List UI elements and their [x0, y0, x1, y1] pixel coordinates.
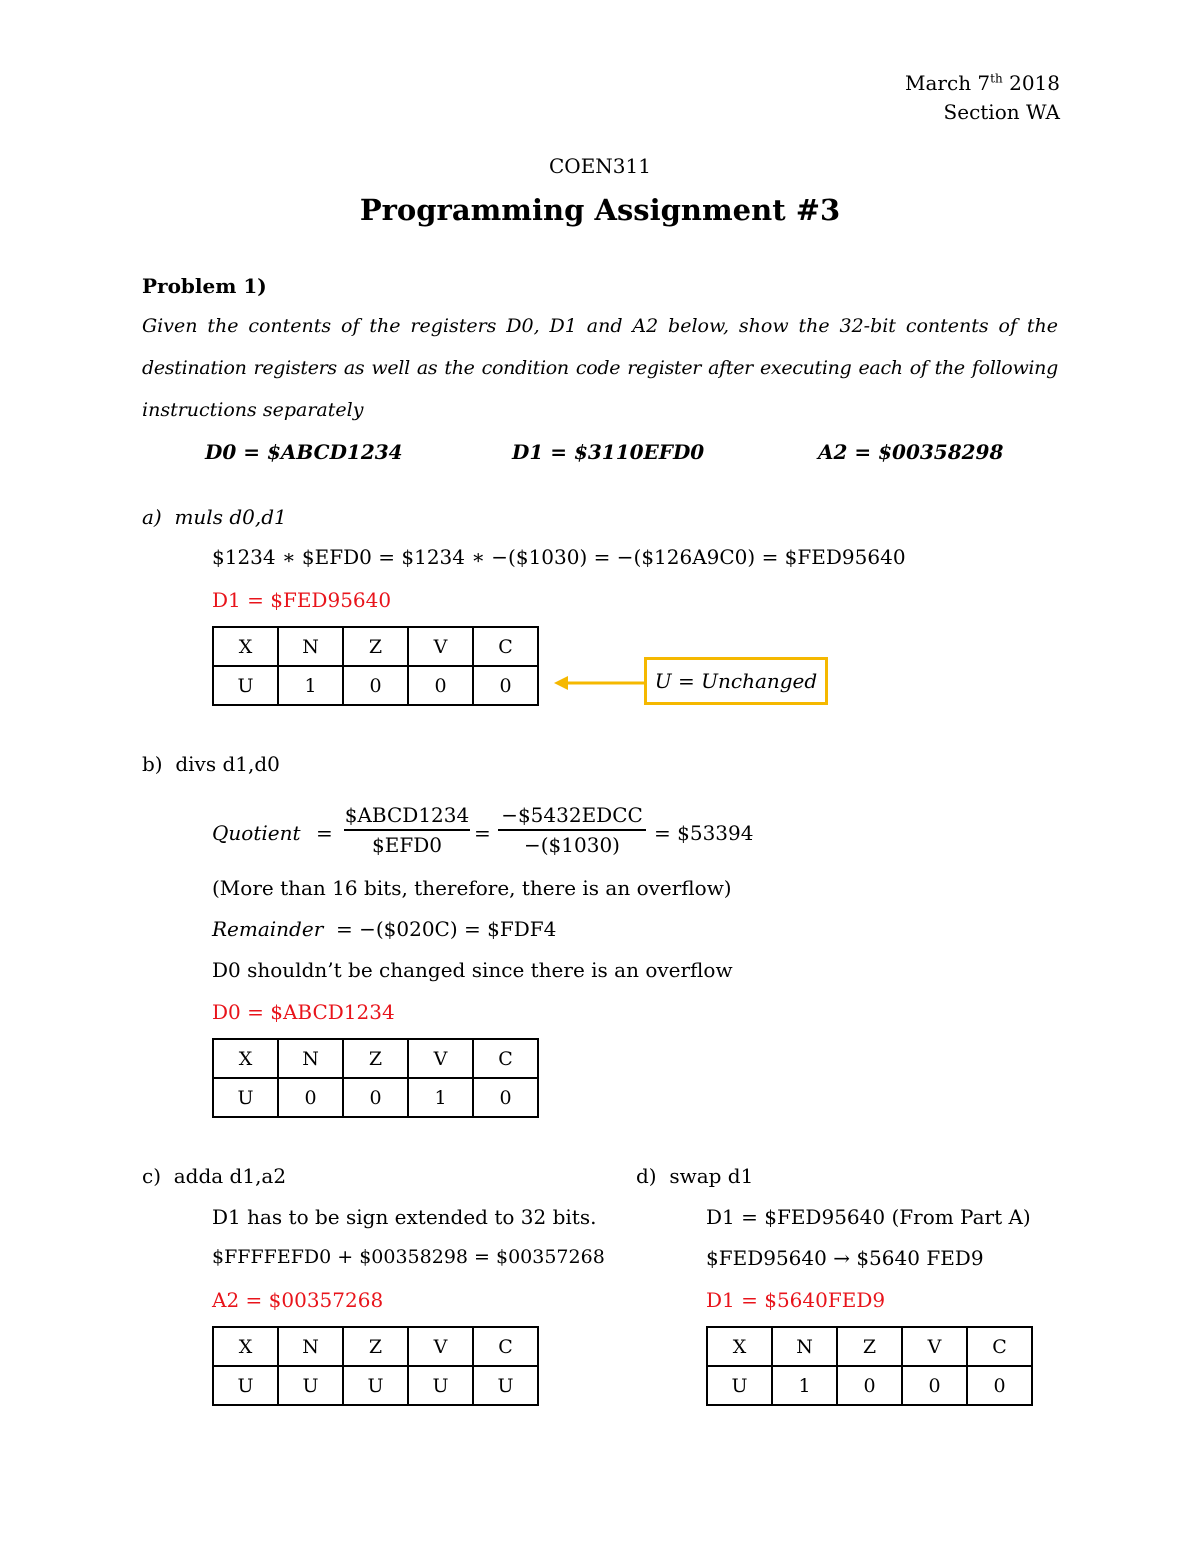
flag-header-c: C [473, 1327, 538, 1366]
flag-header-x: X [707, 1327, 772, 1366]
part-c-heading [142, 1164, 286, 1188]
part-a-result: D1 = $FED95640 [212, 588, 392, 612]
register-a2: A2 = $00358298 [818, 440, 1004, 464]
flag-value-z: 0 [837, 1366, 902, 1405]
part-b-result: D0 = $ABCD1234 [212, 1000, 395, 1024]
part-d-label: d) [636, 1164, 657, 1188]
quotient-fraction-2 [498, 803, 646, 857]
part-d-line1: D1 = $FED95640 (From Part A) [706, 1205, 1031, 1229]
remainder-equation: = −($020C) = $FDF4 [335, 917, 557, 941]
quotient-fraction-1 [344, 803, 470, 857]
flag-header-x: X [213, 627, 278, 666]
flag-value-x: U [213, 1366, 278, 1405]
overflow-note: (More than 16 bits, therefore, there is an overflow) [212, 876, 732, 900]
ccr-table-b [212, 1038, 539, 1118]
part-c-line2: $FFFFEFD0 + $00358298 = $00357268 [212, 1246, 605, 1268]
flag-header-v: V [902, 1327, 967, 1366]
flag-value-x: U [707, 1366, 772, 1405]
part-d-line2: $FED95640 → $5640 FED9 [706, 1246, 984, 1270]
part-a-heading [142, 505, 287, 529]
flag-value-z: 0 [343, 666, 408, 705]
page-title: Programming Assignment #3 [359, 193, 841, 227]
flag-header-c: C [967, 1327, 1032, 1366]
part-c-result: A2 = $00357268 [212, 1288, 384, 1312]
fraction-2-numerator: −$5432EDCC [501, 803, 643, 827]
flag-value-c: 0 [967, 1366, 1032, 1405]
flag-value-c: 0 [473, 666, 538, 705]
problem-heading: Problem 1) [142, 274, 267, 298]
flag-header-x: X [213, 1327, 278, 1366]
flag-value-z: 0 [343, 1078, 408, 1117]
quotient-label: Quotient [212, 821, 301, 845]
flag-header-n: N [278, 627, 343, 666]
flag-header-z: Z [343, 1327, 408, 1366]
flag-header-z: Z [837, 1327, 902, 1366]
ccr-table-c [212, 1326, 539, 1406]
part-a-instr: muls d0,d1 [174, 505, 287, 529]
part-c-line1: D1 has to be sign extended to 32 bits. [212, 1205, 597, 1229]
flag-value-n: 0 [278, 1078, 343, 1117]
problem-desc-line3: instructions separately [142, 399, 364, 421]
date-line [905, 71, 1060, 95]
part-b-label: b) [142, 752, 163, 776]
flag-value-v: U [408, 1366, 473, 1405]
part-b-instr: divs d1,d0 [175, 752, 280, 776]
part-d-heading [636, 1164, 753, 1188]
part-a-label: a) [142, 505, 162, 529]
date-year: 2018 [1009, 71, 1060, 95]
register-d1: D1 = $3110EFD0 [512, 440, 705, 464]
date-main: March 7 [905, 71, 991, 95]
remainder-line [212, 917, 556, 941]
flag-header-z: Z [343, 627, 408, 666]
section-label: Section WA [943, 100, 1060, 124]
flag-value-c: 0 [473, 1078, 538, 1117]
flag-value-v: 0 [902, 1366, 967, 1405]
flag-value-x: U [213, 666, 278, 705]
flag-header-n: N [772, 1327, 837, 1366]
flag-header-v: V [408, 1327, 473, 1366]
problem-desc-line1: Given the contents of the registers D0, D1 and A2 below, show the 32-bit contents of the [142, 315, 1058, 337]
ccr-table-a [212, 626, 539, 706]
flag-value-v: 1 [408, 1078, 473, 1117]
part-a-equation: $1234 ∗ $EFD0 = $1234 ∗ −($1030) = −($126A9C0) = $FED95640 [212, 545, 906, 569]
flag-header-c: C [473, 1039, 538, 1078]
flag-header-z: Z [343, 1039, 408, 1078]
flag-value-n: U [278, 1366, 343, 1405]
date-sup: th [990, 71, 1003, 86]
problem-desc-line2: destination registers as well as the condition code register after executing each of the following [142, 357, 1058, 379]
part-b-heading [142, 752, 280, 776]
flag-value-v: 0 [408, 666, 473, 705]
quotient-equals-1: = [316, 821, 333, 845]
flag-header-v: V [408, 1039, 473, 1078]
flag-value-c: U [473, 1366, 538, 1405]
flag-header-c: C [473, 627, 538, 666]
part-c-instr: adda d1,a2 [173, 1164, 287, 1188]
course-code: COEN311 [549, 154, 651, 178]
quotient-result: = $53394 [654, 821, 754, 845]
flag-value-x: U [213, 1078, 278, 1117]
ccr-table-d [706, 1326, 1033, 1406]
flag-header-v: V [408, 627, 473, 666]
part-c-label: c) [142, 1164, 162, 1188]
flag-value-z: U [343, 1366, 408, 1405]
flag-value-n: 1 [278, 666, 343, 705]
fraction-2-denominator: −($1030) [524, 833, 620, 857]
flag-header-n: N [278, 1327, 343, 1366]
flag-value-n: 1 [772, 1366, 837, 1405]
part-d-instr: swap d1 [669, 1164, 754, 1188]
flag-header-n: N [278, 1039, 343, 1078]
unchanged-callout: U = Unchanged [644, 657, 828, 705]
register-d0: D0 = $ABCD1234 [205, 440, 403, 464]
fraction-1-denominator: $EFD0 [372, 833, 442, 857]
remainder-label: Remainder [212, 917, 324, 941]
quotient-equals-2: = [474, 821, 491, 845]
fraction-1-numerator: $ABCD1234 [344, 803, 470, 827]
part-b-note: D0 shouldn’t be changed since there is an overflow [212, 958, 733, 982]
part-d-result: D1 = $5640FED9 [706, 1288, 886, 1312]
flag-header-x: X [213, 1039, 278, 1078]
arrow-left-icon [552, 672, 646, 694]
